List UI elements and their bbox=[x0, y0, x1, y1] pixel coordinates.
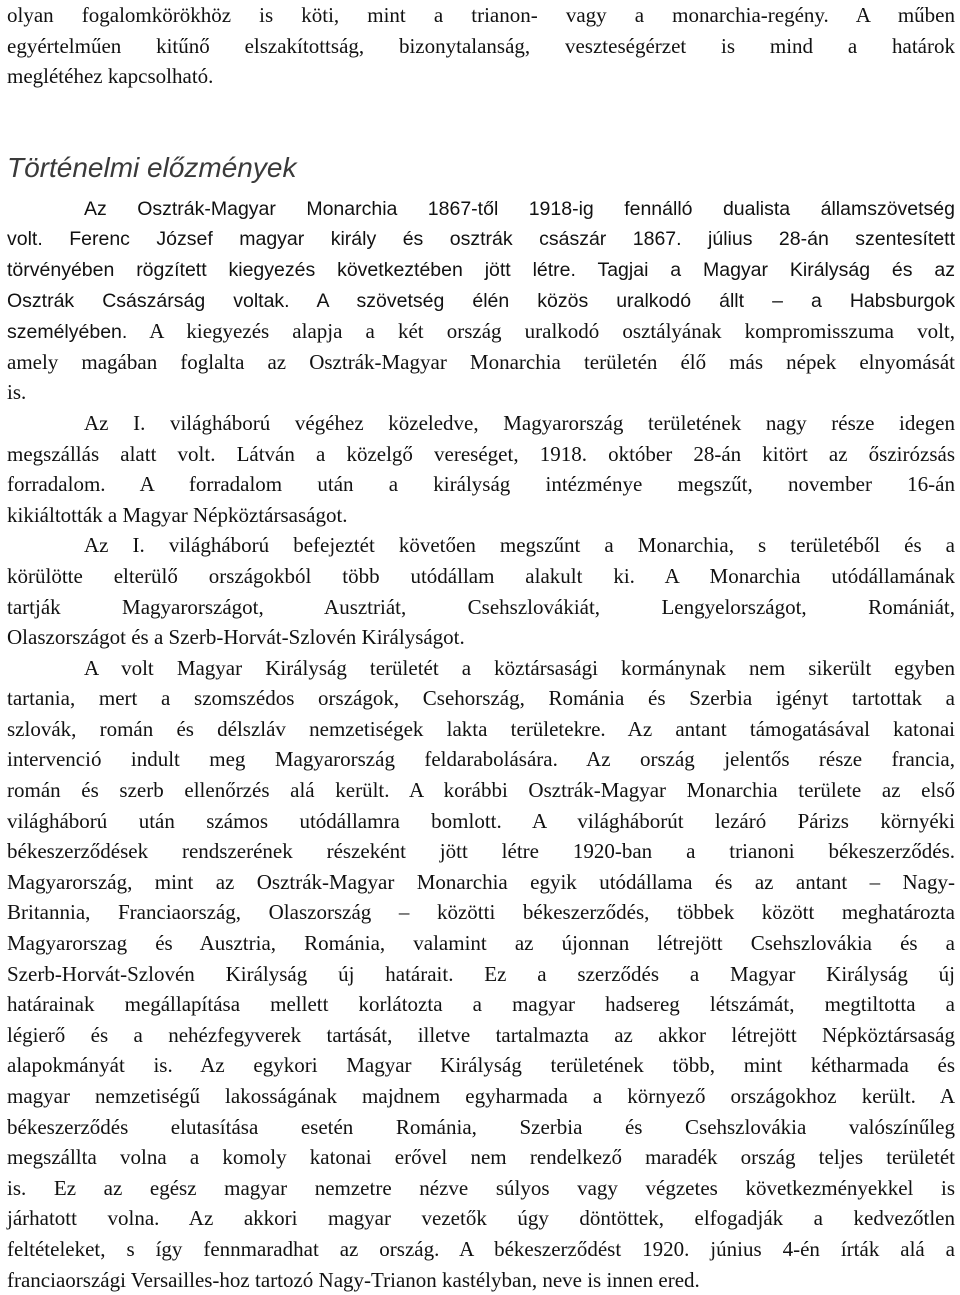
paragraph-line: békeszerződések rendszerének részeként jött létre 1920-ban a trianoni békeszerződés. bbox=[7, 839, 955, 864]
paragraph-line: Osztrák Császárság voltak. A szövetség élén közös uralkodó állt – a Habsburgok bbox=[7, 289, 955, 312]
paragraph-line: román és szerb ellenőrzés alá került. A korábbi Osztrák-Magyar Monarchia területe az első bbox=[7, 778, 955, 803]
paragraph-line: körülötte elterülő országokból több utódállam alakult ki. A Monarchia utódállamának bbox=[7, 563, 955, 588]
paragraph-line: határainak megállapítása mellett korlátozta a magyar hadsereg létszámát, megtiltotta a bbox=[7, 992, 955, 1017]
paragraph-line: Magyarorszag és Ausztria, Románia, valamint az újonnan létrejött Csehszlovákia és a bbox=[7, 931, 955, 956]
paragraph-line: tartják Magyarországot, Ausztriát, Csehszlovákiát, Lengyelországot, Romániát, bbox=[7, 594, 955, 619]
paragraph-line: békeszerződés elutasítása esetén Románia, Szerbia és Csehszlovákia valószínűleg bbox=[7, 1114, 955, 1139]
paragraph-line: A volt Magyar Királyság területét a köztársasági kormánynak nem sikerült egyben bbox=[84, 655, 955, 680]
paragraph-line: kikiáltották a Magyar Népköztársaságot. bbox=[7, 502, 348, 527]
paragraph-line: Magyarország, mint az Osztrák-Magyar Monarchia egyik utódállama és az antant – Nagy- bbox=[7, 869, 955, 894]
paragraph-line: volt. Ferenc József magyar király és osztrák császár 1867. július 28-án szentesített bbox=[7, 228, 955, 251]
paragraph-line: Az Osztrák-Magyar Monarchia 1867-től 1918-ig fennálló dualista államszövetség bbox=[84, 197, 955, 220]
paragraph-line: Szerb-Horvát-Szlovén Királyság új határait. Ez a szerződés a Magyar Királyság új bbox=[7, 961, 955, 986]
intro-line: egyértelműen kitűnő elszakítottság, bizonytalanság, veszteségérzet is mind a határok bbox=[7, 33, 955, 58]
paragraph-line: megszállta volna a komoly katonai erővel nem rendelkező maradék ország teljes területét bbox=[7, 1145, 955, 1170]
paragraph-line: alapokmányát is. Az egykori Magyar Királyság területének több, mint kétharmada és bbox=[7, 1053, 955, 1078]
paragraph-line: világháború után számos utódállamra bomlott. A világháborút lezáró Párizs környéki bbox=[7, 808, 955, 833]
paragraph-line: is. Ez az egész magyar nemzetre nézve súlyos vagy végzetes következményekkel is bbox=[7, 1175, 955, 1200]
paragraph-line-mixed bbox=[7, 316, 955, 347]
paragraph-line: magyar nemzetiségű lakosságának majdnem egyharmada a környező országokhoz került. A bbox=[7, 1084, 955, 1108]
paragraph-line: szlovák, román és délszláv nemzetiségek lakta területekre. Az antant támogatásával katonai bbox=[7, 716, 955, 741]
paragraph-line: tartania, mert a szomszédos országok, Csehország, Románia és Szerbia igényt tartottak a bbox=[7, 686, 955, 711]
paragraph-line: intervenció indult meg Magyarország feldarabolására. Az ország jelentős része francia, bbox=[7, 747, 955, 772]
paragraph-line: légierő és a nehézfegyverek tartását, illetve tartalmazta az akkor létrejött Népköztársaság bbox=[7, 1022, 955, 1047]
intro-line: olyan fogalomkörökhöz is köti, mint a trianon- vagy a monarchia-regény. A műben bbox=[7, 3, 955, 27]
paragraph-line: forradalom. A forradalom után a királyság intézménye megszűt, november 16-án bbox=[7, 472, 955, 497]
paragraph-line: amely magában foglalta az Osztrák-Magyar Monarchia területén élő más népek elnyomását bbox=[7, 349, 955, 374]
paragraph-line: megszállás alatt volt. Látván a közelgő vereséget, 1918. október 28-án kitört az őszirózsás bbox=[7, 441, 955, 466]
paragraph-line: is. bbox=[7, 380, 27, 405]
paragraph-line: franciaországi Versailles-hoz tartozó Nagy-Trianon kastélyban, neve is innen ered. bbox=[7, 1267, 700, 1292]
paragraph-line: törvényében rögzített kiegyezés következtében jött létre. Tagjai a Magyar Királyság és az bbox=[7, 258, 955, 281]
paragraph-line: járhatott volna. Az akkori magyar vezetők úgy döntöttek, elfogadják a kedvezőtlen bbox=[7, 1206, 955, 1231]
paragraph-line: Az I. világháború befejeztét követően megszűnt a Monarchia, s területéből és a bbox=[84, 533, 955, 558]
paragraph-line: feltételeket, s így fennmaradhat az ország. A békeszerződést 1920. június 4-én írták alá a bbox=[7, 1236, 955, 1261]
paragraph-line-sans-part: személyében. bbox=[7, 321, 128, 344]
paragraph-line: Britannia, Franciaország, Olaszország – közötti békeszerződés, többek között meghatározta bbox=[7, 900, 955, 925]
intro-line: meglétéhez kapcsolható. bbox=[7, 64, 214, 89]
paragraph-line-serif-part: A kiegyezés alapja a két ország uralkodó osztályának kompromisszuma volt, bbox=[127, 319, 955, 344]
paragraph-line: Az I. világháború végéhez közeledve, Magyarország területének nagy része idegen bbox=[84, 410, 955, 435]
document-page bbox=[7, 0, 955, 1295]
paragraph-line: Olaszországot és a Szerb-Horvát-Szlovén Királyságot. bbox=[7, 625, 465, 650]
section-heading: Történelmi előzmények bbox=[7, 151, 297, 183]
